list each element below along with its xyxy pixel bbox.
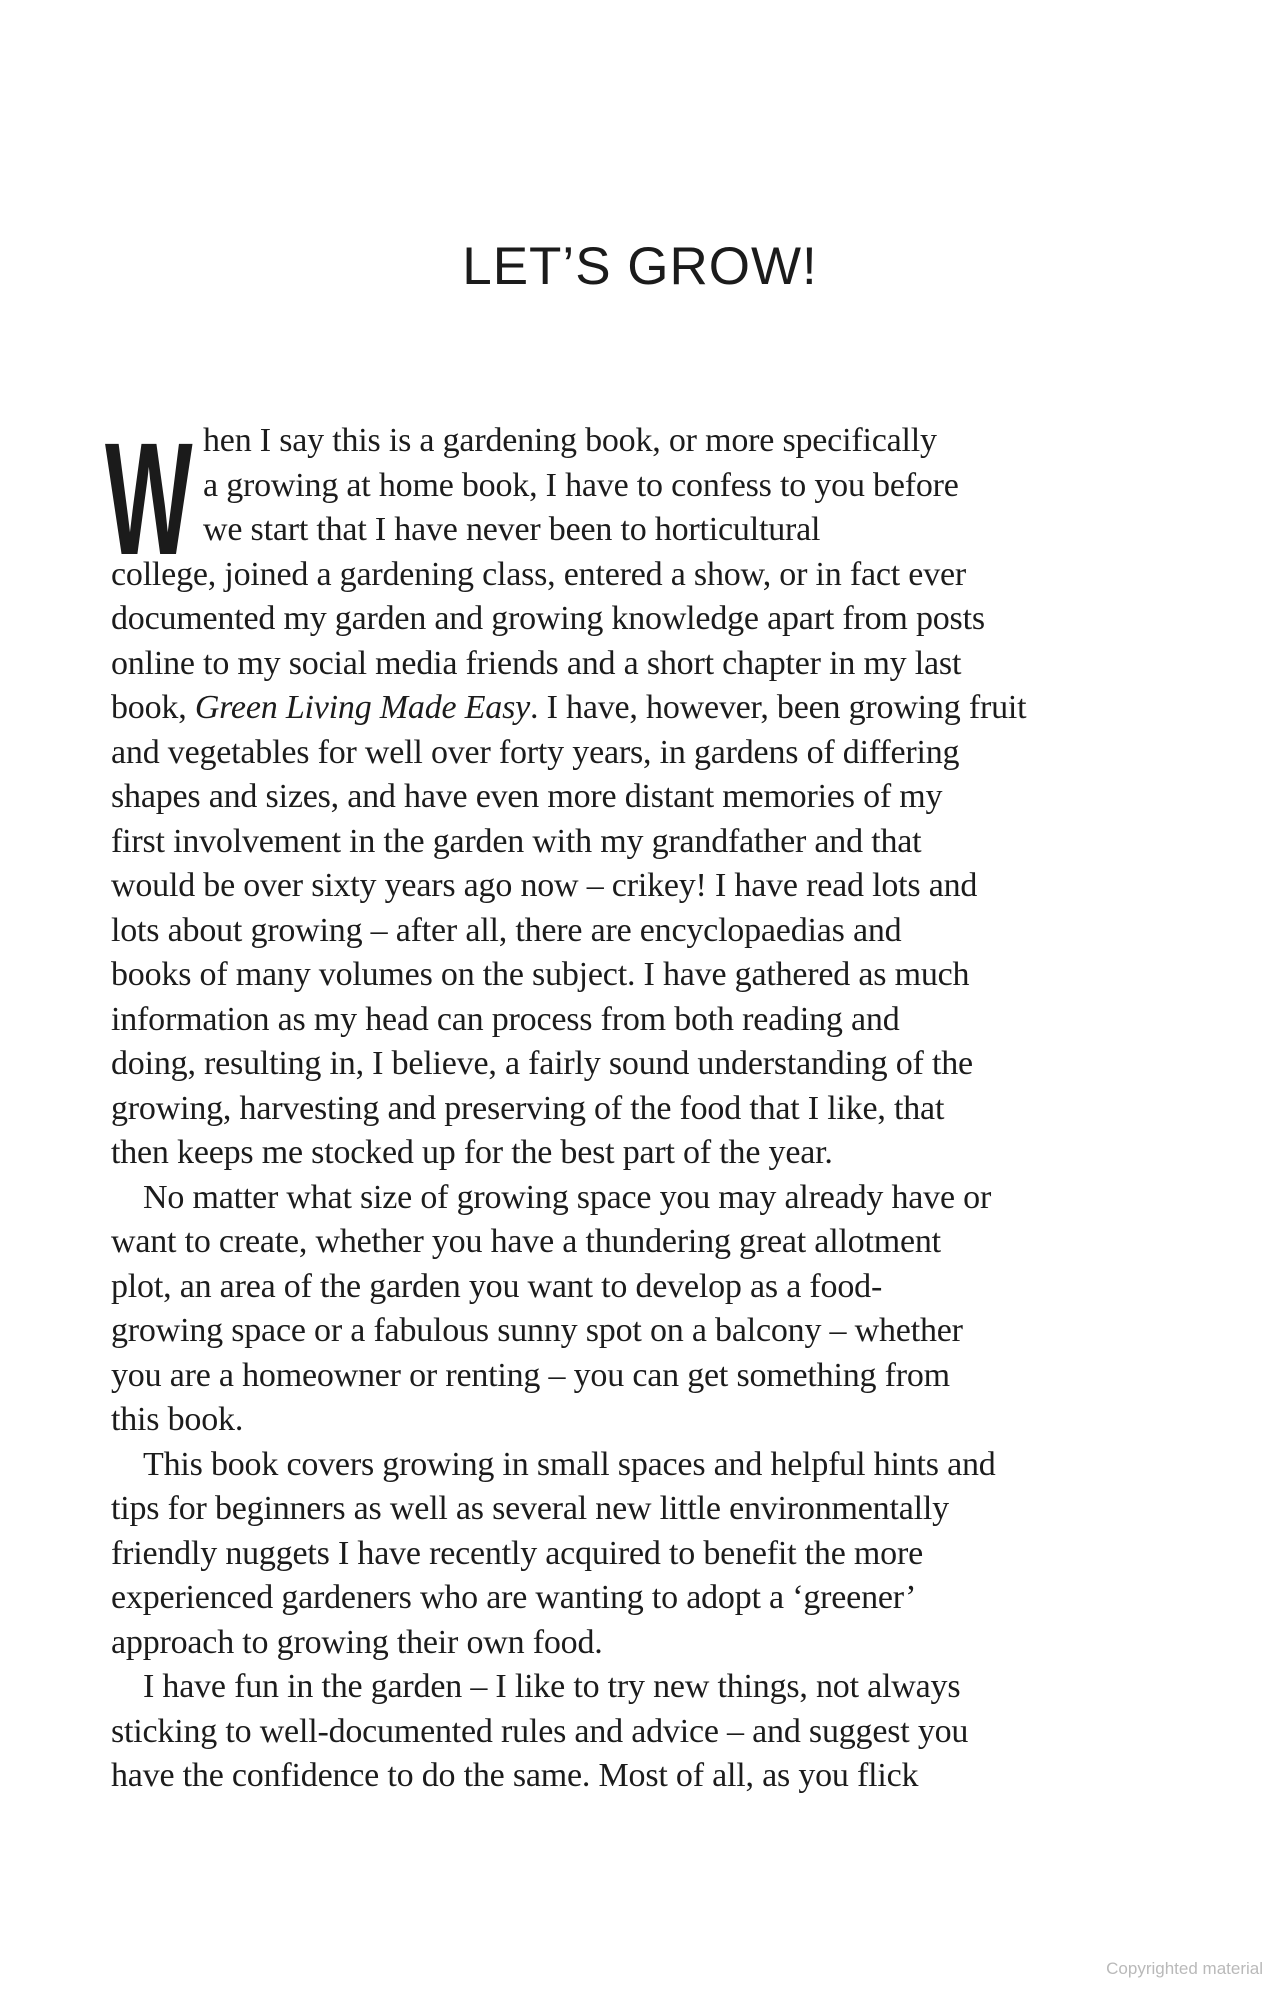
- text-line: would be over sixty years ago now – crikey! I have read lots and: [111, 867, 978, 904]
- text-line: you are a homeowner or renting – you can get something from: [111, 1356, 950, 1394]
- text-line: plot, an area of the garden you want to develop as a food-: [111, 1267, 883, 1305]
- paragraph: [111, 1665, 1173, 1799]
- text-line: documented my garden and growing knowledge apart from posts: [111, 600, 985, 637]
- copyright-watermark: Copyrighted material: [1106, 1959, 1263, 1978]
- text-line: lots about growing – after all, there are encyclopaedias and: [111, 911, 902, 949]
- text-line: experienced gardeners who are wanting to adopt a ‘greener’: [111, 1579, 917, 1616]
- page-title: LET’S GROW!: [462, 237, 818, 296]
- text-line: books of many volumes on the subject. I have gathered as much: [111, 956, 970, 993]
- text-line: information as my head can process from both reading and: [111, 1000, 900, 1038]
- text-line: and vegetables for well over forty years, in gardens of differing: [111, 733, 960, 771]
- text-line: then keeps me stocked up for the best part of the year.: [111, 1134, 833, 1171]
- paragraph: [111, 419, 1173, 1176]
- text-line: book, Green Living Made Easy. I have, however, been growing fruit: [111, 689, 1027, 726]
- text-line: doing, resulting in, I believe, a fairly sound understanding of the: [111, 1045, 973, 1082]
- text-line: sticking to well-documented rules and advice – and suggest you: [111, 1712, 969, 1750]
- text-line: online to my social media friends and a short chapter in my last: [111, 644, 962, 682]
- text-line: shapes and sizes, and have even more distant memories of my: [111, 778, 943, 815]
- text-line: have the confidence to do the same. Most of all, as you flick: [111, 1757, 919, 1794]
- text-line: I have fun in the garden – I like to try new things, not always: [143, 1668, 961, 1705]
- text-line: approach to growing their own food.: [111, 1623, 603, 1661]
- text-line: This book covers growing in small spaces and helpful hints and: [143, 1445, 996, 1483]
- text-line: first involvement in the garden with my grandfather and that: [111, 822, 922, 860]
- body-text: [105, 409, 1173, 1799]
- text-line: No matter what size of growing space you may already have or: [143, 1178, 992, 1216]
- text-line: this book.: [111, 1401, 244, 1438]
- paragraph: [111, 1176, 1173, 1443]
- text-line: college, joined a gardening class, entered a show, or in fact ever: [111, 555, 967, 593]
- text-line: we start that I have never been to horticultural: [203, 511, 821, 548]
- text-line: hen I say this is a gardening book, or more specifically: [203, 422, 937, 459]
- text-line: tips for beginners as well as several new little environmentally: [111, 1490, 949, 1527]
- text-line: growing, harvesting and preserving of the food that I like, that: [111, 1089, 945, 1127]
- paragraph: [111, 1443, 1173, 1666]
- text-line: friendly nuggets I have recently acquired to benefit the more: [111, 1534, 923, 1572]
- drop-cap: W: [105, 409, 193, 588]
- text-line: a growing at home book, I have to confess to you before: [203, 466, 959, 504]
- text-line: want to create, whether you have a thundering great allotment: [111, 1223, 941, 1260]
- text-line: growing space or a fabulous sunny spot on a balcony – whether: [111, 1312, 963, 1349]
